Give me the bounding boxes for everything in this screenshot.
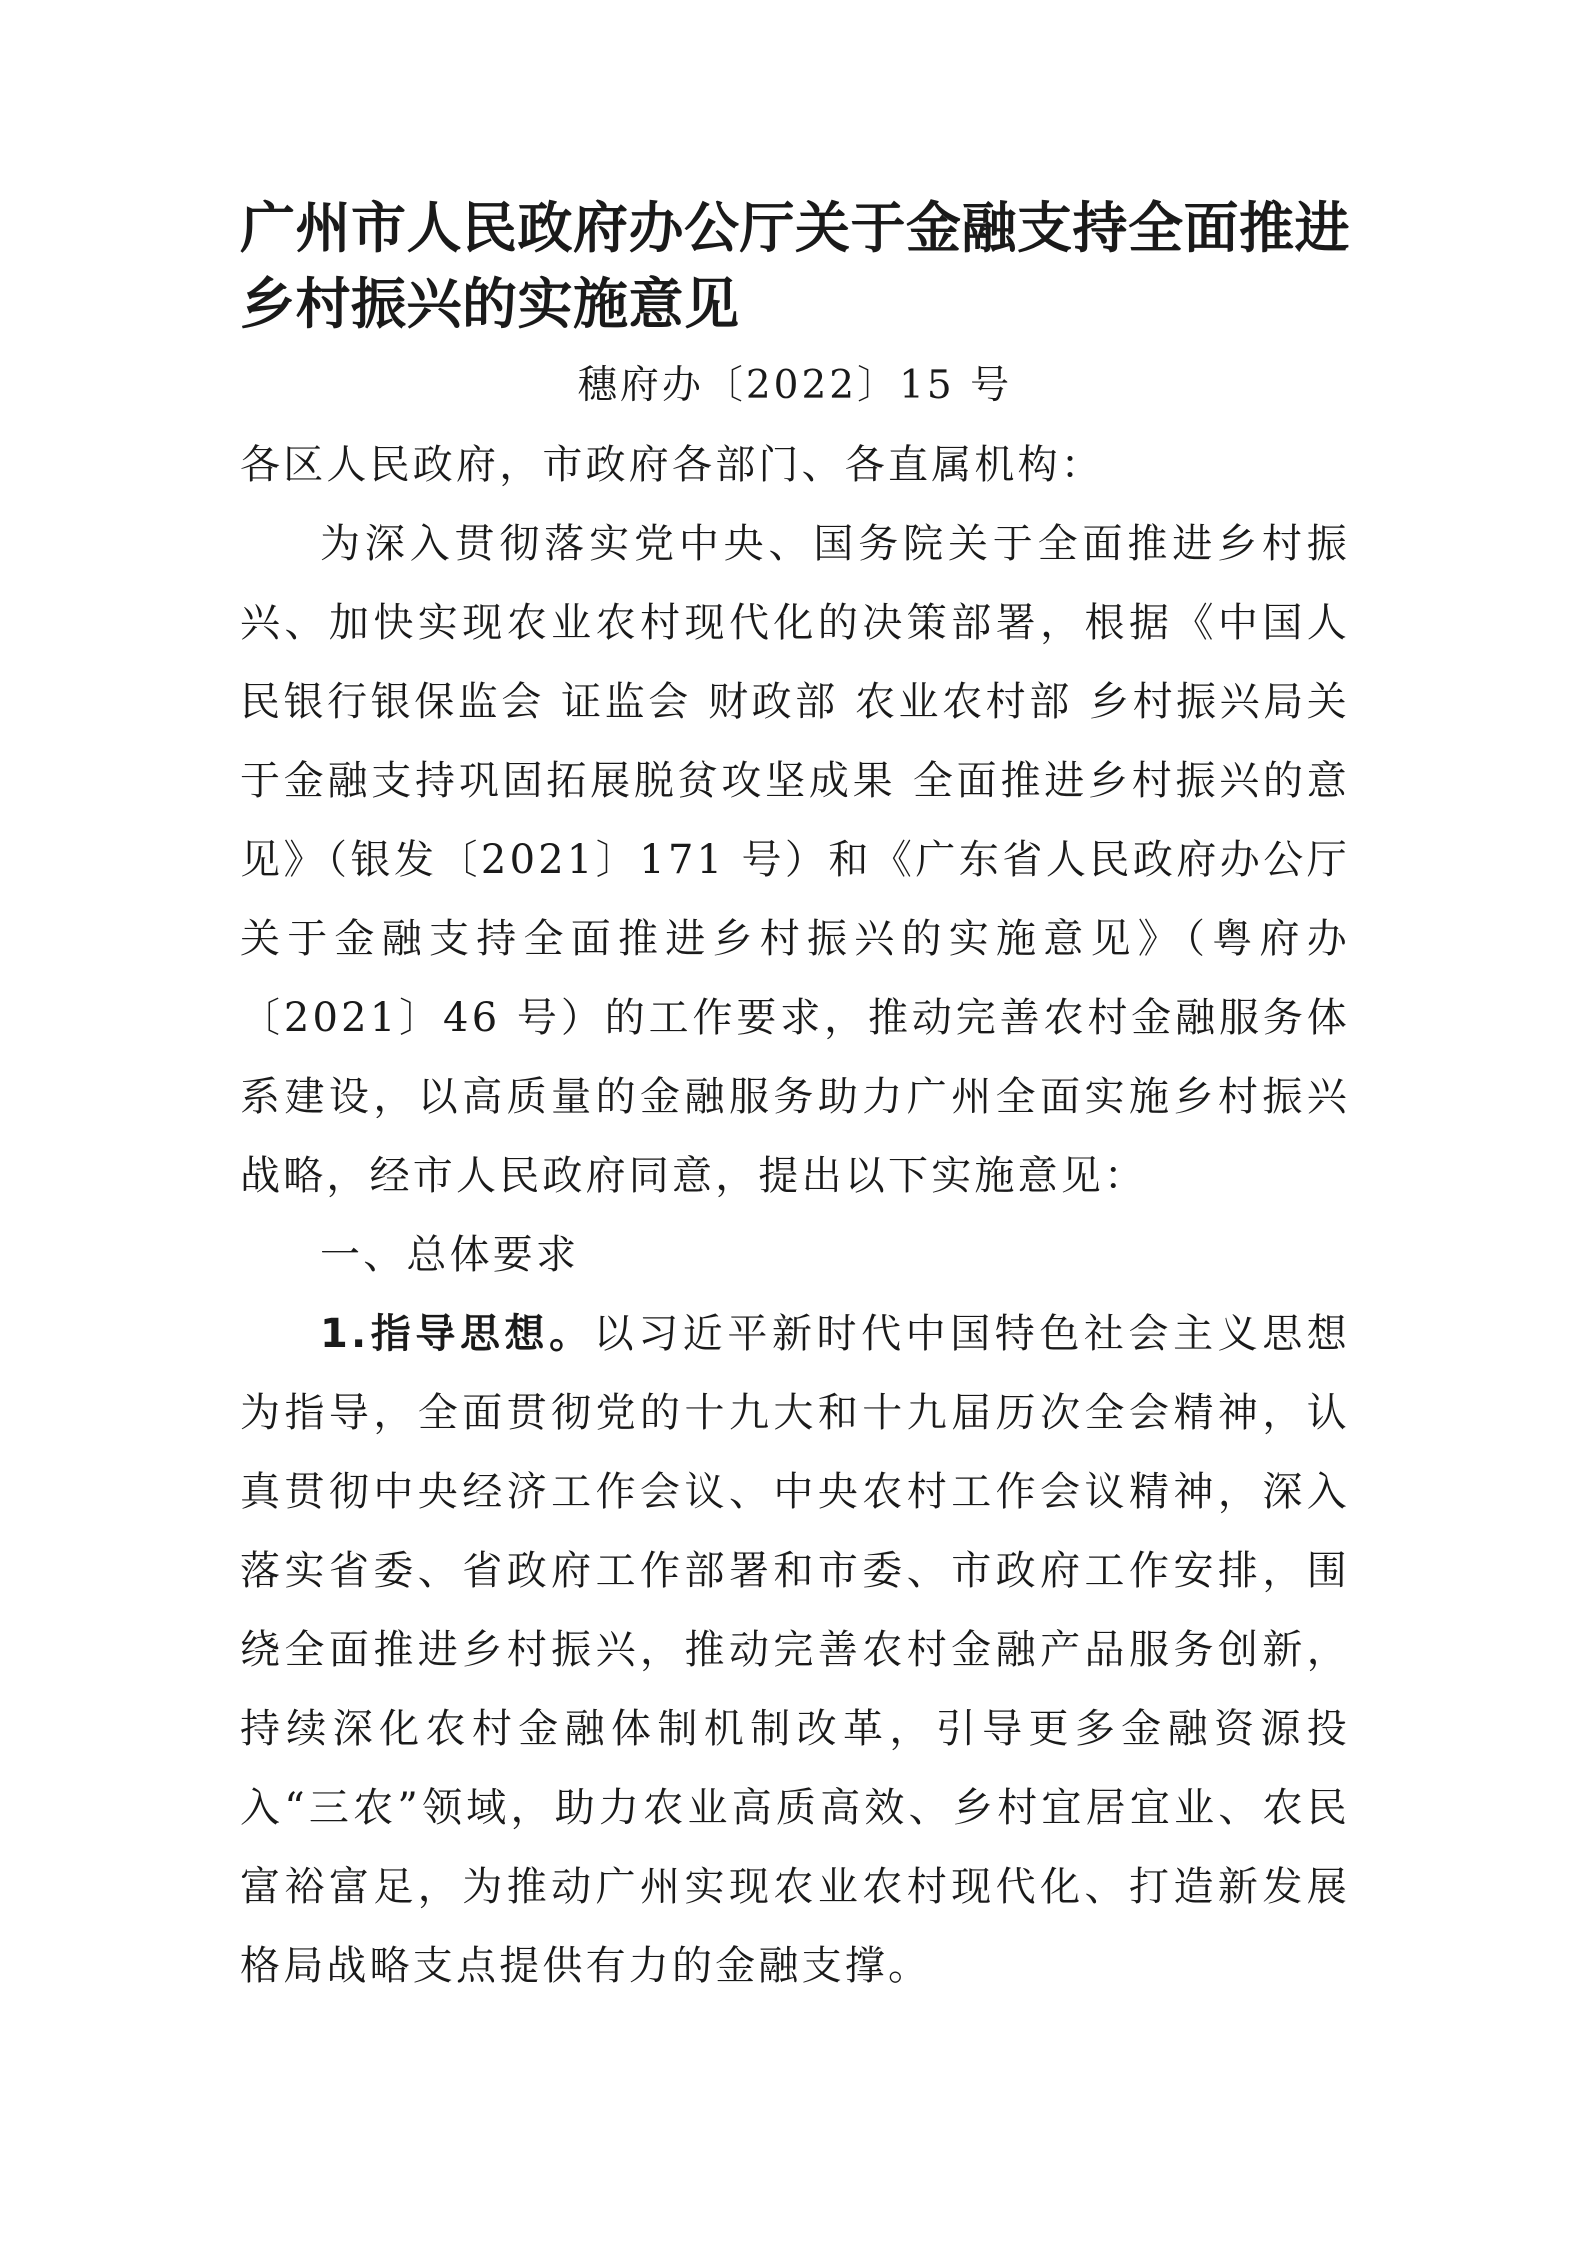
document-body: [240, 190, 1350, 2006]
addressee: 各区人民政府，市政府各部门、各直属机构：: [240, 442, 1104, 488]
document-title: 广州市人民政府办公厅关于金融支持全面推进乡村振兴的实施意见: [240, 196, 1351, 336]
item-body: 以习近平新时代中国特色社会主义思想为指导，全面贯彻党的十九大和十九届历次全会精神，认真贯彻中央经济工作会议、中央农村工作会议精神，深入落实省委、省政府工作部署和市委、市政府工作安排，围绕全面推进乡村振兴，推动完善农村金融产品服务创新，持续深化农村金融体制机制改革，引导更多金融资源投入“三农”领域，助力农业高质高效、乡村宜居宜业、农民富裕富足，为推动广州实现农业农村现代化、打造新发展格局战略支点提供有力的金融支撑。: [240, 1311, 1350, 1989]
intro-paragraph: 为深入贯彻落实党中央、国务院关于全面推进乡村振兴、加快实现农业农村现代化的决策部署，根据《中国人民银行银保监会 证监会 财政部 农业农村部 乡村振兴局关于金融支持巩固拓展脱贫攻坚成果 全面推进乡村振兴的意见》（银发〔2021〕171 号）和《广东省人民政府办公厅关于金融支持全面推进乡村振兴的实施意见》（粤府办〔2021〕46 号）的工作要求，推动完善农村金融服务体系建设，以高质量的金融服务助力广州全面实施乡村振兴战略，经市人民政府同意，提出以下实施意见：: [240, 521, 1350, 1199]
item-paragraph: [240, 1295, 1350, 2006]
document-number: 穗府办〔2022〕15 号: [577, 363, 1013, 408]
section-heading: 一、总体要求: [320, 1232, 580, 1278]
item-lead: 1.指导思想。: [320, 1311, 594, 1357]
